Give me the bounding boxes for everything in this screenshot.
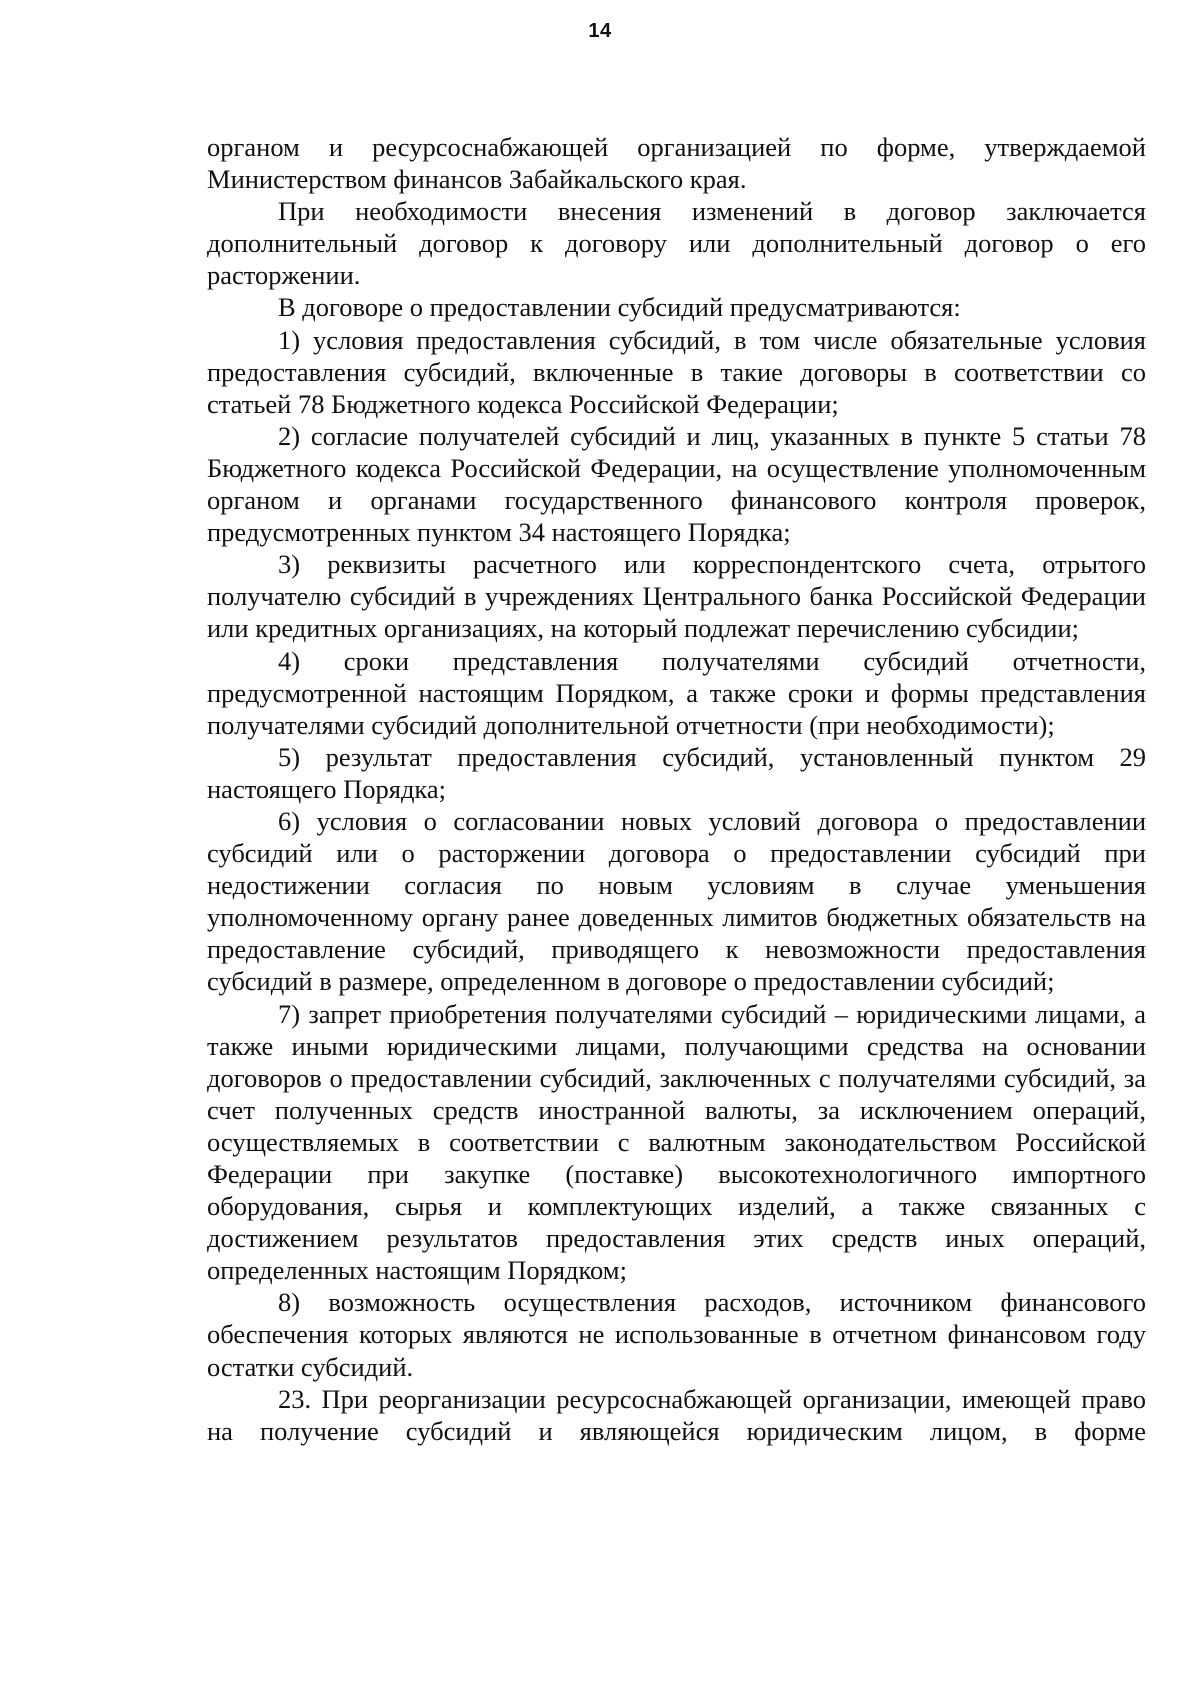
page-number: 14 xyxy=(588,20,612,42)
paragraph: органом и ресурсоснабжающей организацией по форме, утверждаемой Министерством финансов Забайкальского края. xyxy=(207,132,1146,195)
paragraph: 8) возможность осуществления расходов, источником финансового обеспечения которых являются не использованные в отчетном финансовом году остатки субсидий. xyxy=(207,1287,1146,1382)
paragraph: 4) сроки представления получателями субсидий отчетности, предусмотренной настоящим Порядком, а также сроки и формы представления получателями субсидий дополнительной отчетности (при необходимости); xyxy=(207,645,1146,740)
paragraph: 23. При реорганизации ресурсоснабжающей организации, имеющей право на получение субсидий и являющейся юридическим лицом, в форме xyxy=(207,1383,1146,1446)
paragraph: При необходимости внесения изменений в договор заключается дополнительный договор к договору или дополнительный договор о его расторжении. xyxy=(207,196,1146,291)
document-body xyxy=(207,131,1146,1447)
paragraph: 6) условия о согласовании новых условий договора о предоставлении субсидий или о расторжении договора о предоставлении субсидий при недостижении согласия по новым условиям в случае уменьшения уполномоченному органу ранее доведенных лимитов бюджетных обязательств на предоставление субсидий, приводящего к невозможности предоставления субсидий в размере, определенном в договоре о предоставлении субсидий; xyxy=(207,805,1146,997)
paragraph: 1) условия предоставления субсидий, в том числе обязательные условия предоставления субсидий, включенные в такие договоры в соответствии со статьей 78 Бюджетного кодекса Российской Федерации; xyxy=(207,324,1146,419)
paragraph: 3) реквизиты расчетного или корреспондентского счета, отрытого получателю субсидий в учреждениях Центрального банка Российской Федерации или кредитных организациях, на который подлежат перечислению субсидии; xyxy=(207,549,1146,644)
paragraph: 5) результат предоставления субсидий, установленный пунктом 29 настоящего Порядка; xyxy=(207,741,1146,804)
paragraph: В договоре о предоставлении субсидий предусматриваются: xyxy=(278,292,961,323)
paragraph: 2) согласие получателей субсидий и лиц, указанных в пункте 5 статьи 78 Бюджетного кодекса Российской Федерации, на осуществление уполномоченным органом и органами государственного финансового контроля проверок, предусмотренных пунктом 34 настоящего Порядка; xyxy=(207,420,1146,548)
paragraph: 7) запрет приобретения получателями субсидий – юридическими лицами, а также иными юридическими лицами, получающими средства на основании договоров о предоставлении субсидий, заключенных с получателями субсидий, за счет полученных средств иностранной валюты, за исключением операций, осуществляемых в соответствии с валютным законодательством Российской Федерации при закупке (поставке) высокотехнологичного импортного оборудования, сырья и комплектующих изделий, а также связанных с достижением результатов предоставления этих средств иных операций, определенных настоящим Порядком; xyxy=(207,998,1146,1286)
